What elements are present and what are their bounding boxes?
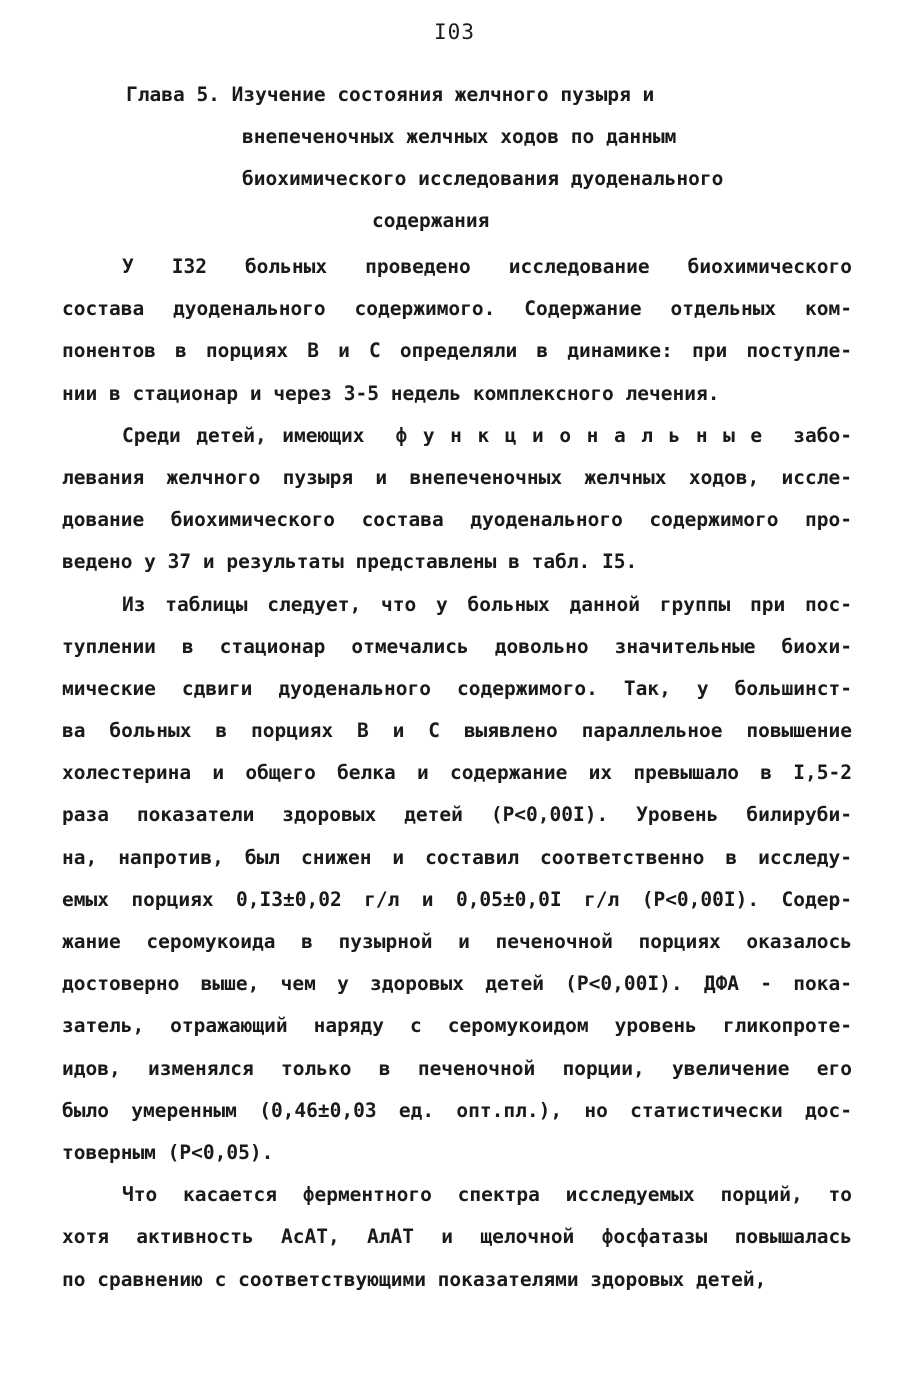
- text-line: емых порциях 0,I3±0,02 г/л и 0,05±0,0I г/л (Р<0,00I). Содер-: [62, 887, 852, 911]
- text-line: туплении в стационар отмечались довольно значительные биохи-: [62, 634, 852, 658]
- page-number: I03: [434, 20, 475, 44]
- text-line: понентов в порциях В и С определяли в динамике: при поступле-: [62, 339, 852, 363]
- text-line: Из таблицы следует, что у больных данной группы при пос-: [122, 592, 852, 616]
- text-line: нии в стационар и через 3-5 недель комплексного лечения.: [62, 381, 720, 405]
- text-line: ведено у 37 и результаты представлены в табл. I5.: [62, 550, 638, 574]
- text-line: раза показатели здоровых детей (Р<0,00I). Уровень билируби-: [62, 803, 852, 827]
- text-line: товерным (Р<0,05).: [62, 1140, 274, 1164]
- text-line: достоверно выше, чем у здоровых детей (Р<0,00I). ДФА - пока-: [62, 972, 852, 996]
- chapter-heading-line: содержания: [372, 209, 490, 232]
- text-line: У I32 больных проведено исследование биохимического: [122, 255, 852, 278]
- text-line: затель, отражающий наряду с серомукоидом уровень гликопроте-: [62, 1014, 852, 1038]
- text-line: мические сдвиги дуоденального содержимого. Так, у большинст-: [62, 676, 852, 700]
- text-line: дование биохимического состава дуоденального содержимого про-: [62, 508, 852, 532]
- text-line: идов, изменялся только в печеночной порции, увеличение его: [62, 1056, 852, 1080]
- text-line: хотя активность АсАТ, АлАТ и щелочной фосфатазы повышалась: [62, 1225, 852, 1249]
- text-line: Что касается ферментного спектра исследуемых порций, то: [122, 1183, 852, 1207]
- body-text: [62, 246, 852, 1301]
- text-line: Среди детей, имеющих ф у н к ц и о н а л ь н ы е забо-: [122, 423, 852, 447]
- text-line: жание серомукоида в пузырной и печеночной порциях оказалось: [62, 930, 852, 953]
- chapter-heading-line: Глава 5. Изучение состояния желчного пузыря и: [126, 83, 655, 106]
- text-line: состава дуоденального содержимого. Содержание отдельных ком-: [62, 297, 852, 321]
- text-line: на, напротив, был снижен и составил соответственно в исследу-: [62, 845, 852, 869]
- paragraph: [62, 415, 852, 584]
- text-line: было умеренным (0,46±0,03 ед. опт.пл.), но статистически дос-: [62, 1098, 852, 1122]
- paragraph: [62, 1174, 852, 1301]
- text-line: ва больных в порциях В и С выявлено параллельное повышение: [62, 719, 852, 743]
- text-line: левания желчного пузыря и внепеченочных желчных ходов, иссле-: [62, 465, 852, 489]
- text-line: холестерина и общего белка и содержание их превышало в I,5-2: [62, 761, 852, 785]
- chapter-heading-line: биохимического исследования дуоденального: [242, 167, 724, 190]
- chapter-heading-line: внепеченочных желчных ходов по данным: [242, 125, 677, 148]
- paragraph: [62, 246, 852, 415]
- paragraph: [62, 584, 852, 1175]
- text-line: по сравнению с соответствующими показателями здоровых детей,: [62, 1267, 767, 1291]
